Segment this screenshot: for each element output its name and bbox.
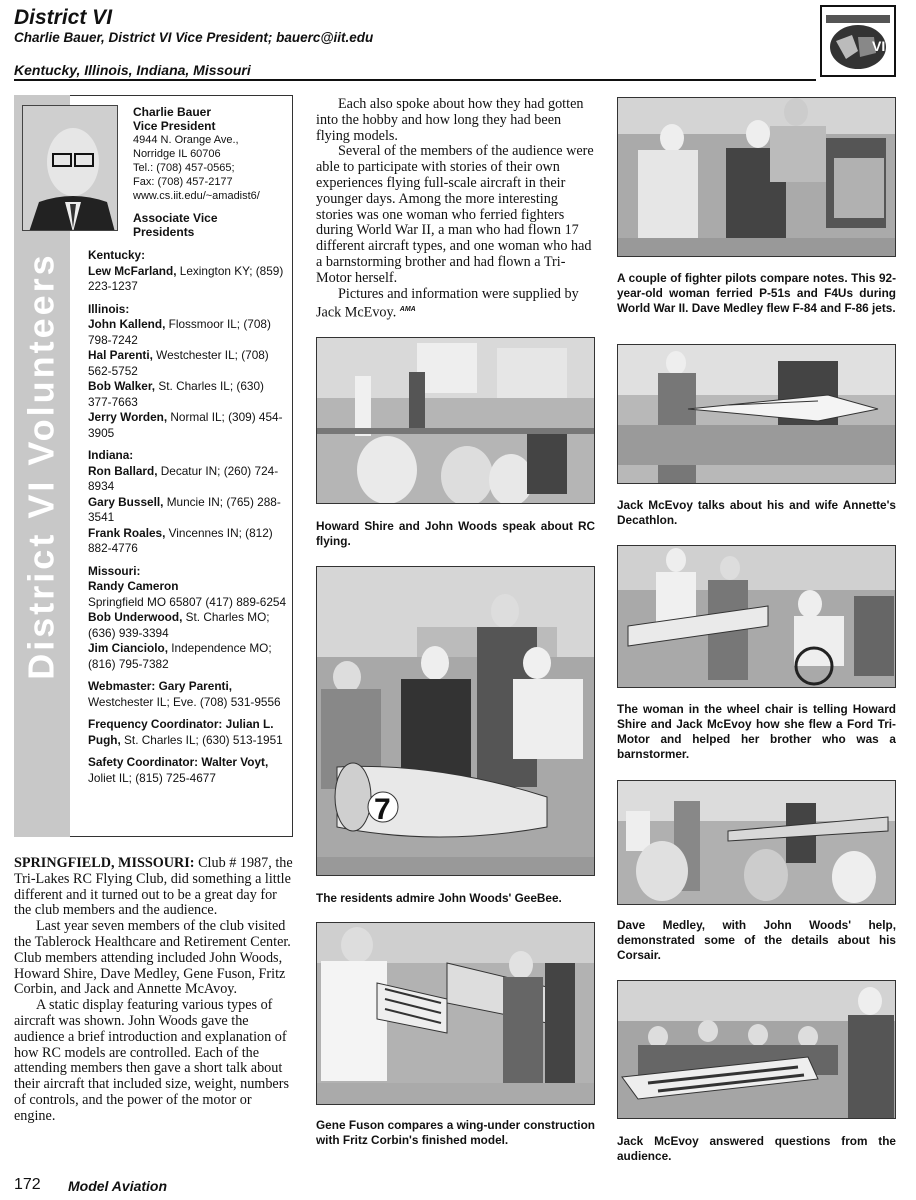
ama-end-mark: AMA [399,306,416,314]
article-paragraph: SPRINGFIELD, MISSOURI: Club # 1987, the Tri-Lakes RC Flying Club, did something a little different and it turned out to be a great day for the club members and the audience. [14,855,293,919]
vp-name: Charlie Bauer [133,105,212,119]
page-number: 172 [14,1176,41,1193]
photo-residents-geebee [316,566,595,876]
webmaster-entry: Webmaster: Gary Parenti, Westchester IL; Eve. (708) 531-9556 [88,679,281,709]
missouri-group [88,564,288,673]
article-paragraph: Each also spoke about how they had gotten into the hobby and how long they had been flying models. [316,96,584,144]
state-heading: Missouri: [88,563,141,578]
caption-jack-questions: Jack McEvoy answered questions from the audience. [617,1134,896,1163]
caption-wheelchair-woman: The woman in the wheel chair is telling Howard Shire and Jack McEvoy how she flew a Ford Tri-Motor and helped her brother who was a barnstormer. [617,702,896,761]
caption-howard-john: Howard Shire and John Woods speak about RC flying. [316,519,595,548]
vp-title: Vice President [133,119,216,133]
district-logo-icon [822,7,894,75]
volunteer-entry: Randy Cameron Springfield MO 65807 (417) 889-6254 [88,579,287,609]
volunteer-entry: Hal Parenti, Westchester IL; (708) 562-5752 [88,348,269,378]
volunteer-entry: John Kallend, Flossmoor IL; (708) 798-7242 [88,317,271,347]
state-heading: Indiana: [88,448,134,462]
article-paragraph: Several of the members of the audience were able to participate with stories of their own experiences flying full-scale aircraft in their younger days. Among the more interesting stories was one woman who ferried fighters during World War II, a man who had flown 17 different aircraft types, and one woman who had a barnstorming brother and had flown a Tri-Motor herself. [316,143,594,286]
volunteer-entry: Ron Ballard, Decatur IN; (260) 724-8934 [88,463,279,493]
caption-dave-corsair: Dave Medley, with John Woods' help, demonstrated some of the details about his Corsair. [617,918,896,962]
assoc-vp-heading-1: Associate Vice [133,211,218,225]
page-title: District VI [14,6,113,29]
frequency-coordinator-entry: Frequency Coordinator: Julian L. Pugh, St. Charles IL; (630) 513-1951 [88,717,283,747]
volunteer-entry: Jim Cianciolo, Independence MO; (816) 795-7382 [88,641,272,671]
vp-fax: Fax: (708) 457-2177 [133,176,233,188]
header-rule [14,79,816,81]
photo-fighter-pilots [617,97,896,257]
logo-text: VI [872,38,886,54]
volunteer-entry: Bob Underwood, St. Charles MO; (636) 939-3394 [88,610,270,640]
photo-howard-john-speaking [316,337,595,504]
kentucky-group [88,248,288,295]
portrait-photo [22,105,118,231]
volunteer-entry: Frank Roales, Vincennes IN; (812) 882-4776 [88,525,273,555]
page-subtitle: Charlie Bauer, District VI Vice President; bauerc@iit.edu [14,30,374,45]
safety-coordinator-entry: Safety Coordinator: Walter Voyt, Joliet IL; (815) 725-4677 [88,755,269,785]
article-paragraph: Last year seven members of the club visited the Tablerock Healthcare and Retirement Center. Club members attending included John Woods, Howard Shire, Dave Medley, Gene Fuson, Fritz Corbin, and Jack and Annette McAvoy. [14,918,291,998]
article-dateline: SPRINGFIELD, MISSOURI: [14,855,195,871]
article-paragraph: Pictures and information were supplied by Jack McEvoy. $^{AMA}$ [316,285,579,322]
caption-fighter-pilots: A couple of fighter pilots compare notes. This 92-year-old woman ferried P-51s and F4Us during World War II. Dave Medley flew F-84 and F-86 jets. [617,271,896,315]
state-heading: Kentucky: [88,248,146,262]
vp-tel: Tel.: (708) 457-0565; [133,162,235,174]
photo-gene-fritz-wing [316,922,595,1105]
article-column-1 [14,856,294,1125]
volunteer-entry: Lew McFarland, Lexington KY; (859) 223-1237 [88,263,284,293]
volunteer-entry: Bob Walker, St. Charles IL; (630) 377-7663 [88,379,264,409]
indiana-group [88,448,288,557]
vp-contact [133,105,289,239]
vp-website-link[interactable]: www.cs.iit.edu/~amadist6/ [133,190,260,202]
magazine-name: Model Aviation [68,1178,168,1194]
illinois-group [88,302,288,442]
vp-address-line1: 4944 N. Orange Ave., [133,134,239,146]
district-states: Kentucky, Illinois, Indiana, Missouri [14,62,251,78]
geebee-race-number: 7 [374,793,391,826]
volunteer-entry: Jerry Worden, Normal IL; (309) 454-3905 [88,410,283,440]
photo-jack-questions [617,980,896,1119]
volunteers-vertical-label: District VI Volunteers [21,252,62,680]
caption-jack-decathlon: Jack McEvoy talks about his and wife Annette's Decathlon. [617,498,896,527]
photo-dave-corsair [617,780,896,905]
volunteer-entry: Gary Bussell, Muncie IN; (765) 288-3541 [88,494,281,524]
caption-geebee: The residents admire John Woods' GeeBee. [316,891,562,905]
assoc-vp-heading-2: Presidents [133,225,195,239]
article-paragraph: A static display featuring various types of aircraft was shown. John Woods gave the audience a brief introduction and explanation of how RC models are controlled. Each of the attending members then gave a short talk about their aircraft that included size, weight, numbers of controls, and the power of the motor or engine. [14,997,289,1124]
vp-address-line2: Norridge IL 60706 [133,148,221,160]
district-logo [820,5,896,77]
volunteer-list [88,248,288,793]
caption-gene-fritz: Gene Fuson compares a wing-under construction with Fritz Corbin's finished model. [316,1118,595,1147]
photo-jack-decathlon [617,344,896,484]
photo-wheelchair-woman [617,545,896,688]
article-column-2 [316,97,596,322]
state-heading: Illinois: [88,301,130,316]
